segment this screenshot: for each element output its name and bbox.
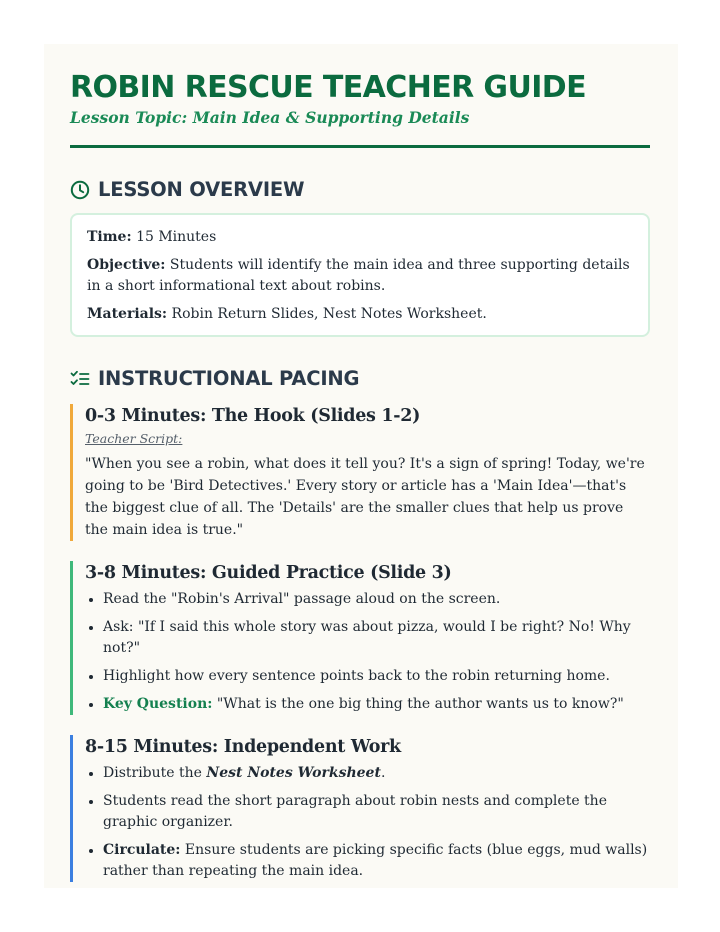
lesson-topic-subtitle: Lesson Topic: Main Idea & Supporting Details <box>70 108 470 127</box>
guided-practice-block <box>70 561 650 715</box>
lesson-overview-title: LESSON OVERVIEW <box>98 178 305 201</box>
instructional-pacing-heading <box>70 367 650 390</box>
guided-practice-title: 3-8 Minutes: Guided Practice (Slide 3) <box>85 563 452 583</box>
independent-accent-bar <box>70 735 73 882</box>
instructional-pacing-title: INSTRUCTIONAL PACING <box>98 367 360 390</box>
lesson-overview-heading <box>70 178 650 201</box>
time-label: Time: <box>87 229 132 245</box>
objective-label: Objective: <box>87 257 166 273</box>
checklist-icon <box>70 369 90 389</box>
list-item: Read the "Robin's Arrival" passage aloud on the screen. <box>85 589 650 610</box>
objective-value: Students will identify the main idea and three supporting details in a short informational text about robins. <box>87 257 630 294</box>
guided-accent-bar <box>70 561 73 715</box>
independent-work-block <box>70 735 650 882</box>
teacher-guide-page <box>44 44 678 888</box>
list-item <box>85 763 650 784</box>
key-question-label: Key Question: <box>103 696 213 712</box>
objective-row <box>87 255 634 297</box>
list-item: Highlight how every sentence points back to the robin returning home. <box>85 666 650 687</box>
title-divider <box>70 145 650 148</box>
circulate-text: Ensure students are picking specific facts (blue eggs, mud walls) rather than repeating the main idea. <box>103 842 648 879</box>
hook-title: 0-3 Minutes: The Hook (Slides 1-2) <box>85 406 421 426</box>
lesson-overview-card <box>70 213 650 337</box>
key-question-text: "What is the one big thing the author wants us to know?" <box>212 696 624 712</box>
hook-accent-bar <box>70 404 73 541</box>
circulate-item <box>85 840 650 882</box>
worksheet-name: Nest Notes Worksheet <box>206 765 381 781</box>
teacher-script-quote: "When you see a robin, what does it tell you? It's a sign of spring! Today, we're going to be 'Bird Detectives.' Every story or article has a 'Main Idea'—that's the biggest clue of all. The 'Details' are the smaller clues that help us prove the main idea is true." <box>85 456 645 538</box>
key-question-item <box>85 694 650 715</box>
circulate-label: Circulate: <box>103 842 181 858</box>
guided-practice-list <box>85 589 650 715</box>
time-row <box>87 227 634 248</box>
list-item-text: . <box>380 765 386 781</box>
time-value: 15 Minutes <box>131 229 217 245</box>
list-item: Ask: "If I said this whole story was about pizza, would I be right? No! Why not?" <box>85 617 650 659</box>
materials-label: Materials: <box>87 306 168 322</box>
page-title: ROBIN RESCUE TEACHER GUIDE <box>70 70 586 105</box>
independent-work-title: 8-15 Minutes: Independent Work <box>85 737 401 757</box>
materials-row <box>87 304 634 325</box>
hook-block <box>70 404 650 541</box>
teacher-script-label: Teacher Script: <box>85 431 183 446</box>
materials-value: Robin Return Slides, Nest Notes Worksheet. <box>167 306 487 322</box>
independent-work-list <box>85 763 650 882</box>
list-item-text: Distribute the <box>103 765 207 781</box>
clock-icon <box>70 180 90 200</box>
list-item: Students read the short paragraph about robin nests and complete the graphic organizer. <box>85 791 650 833</box>
